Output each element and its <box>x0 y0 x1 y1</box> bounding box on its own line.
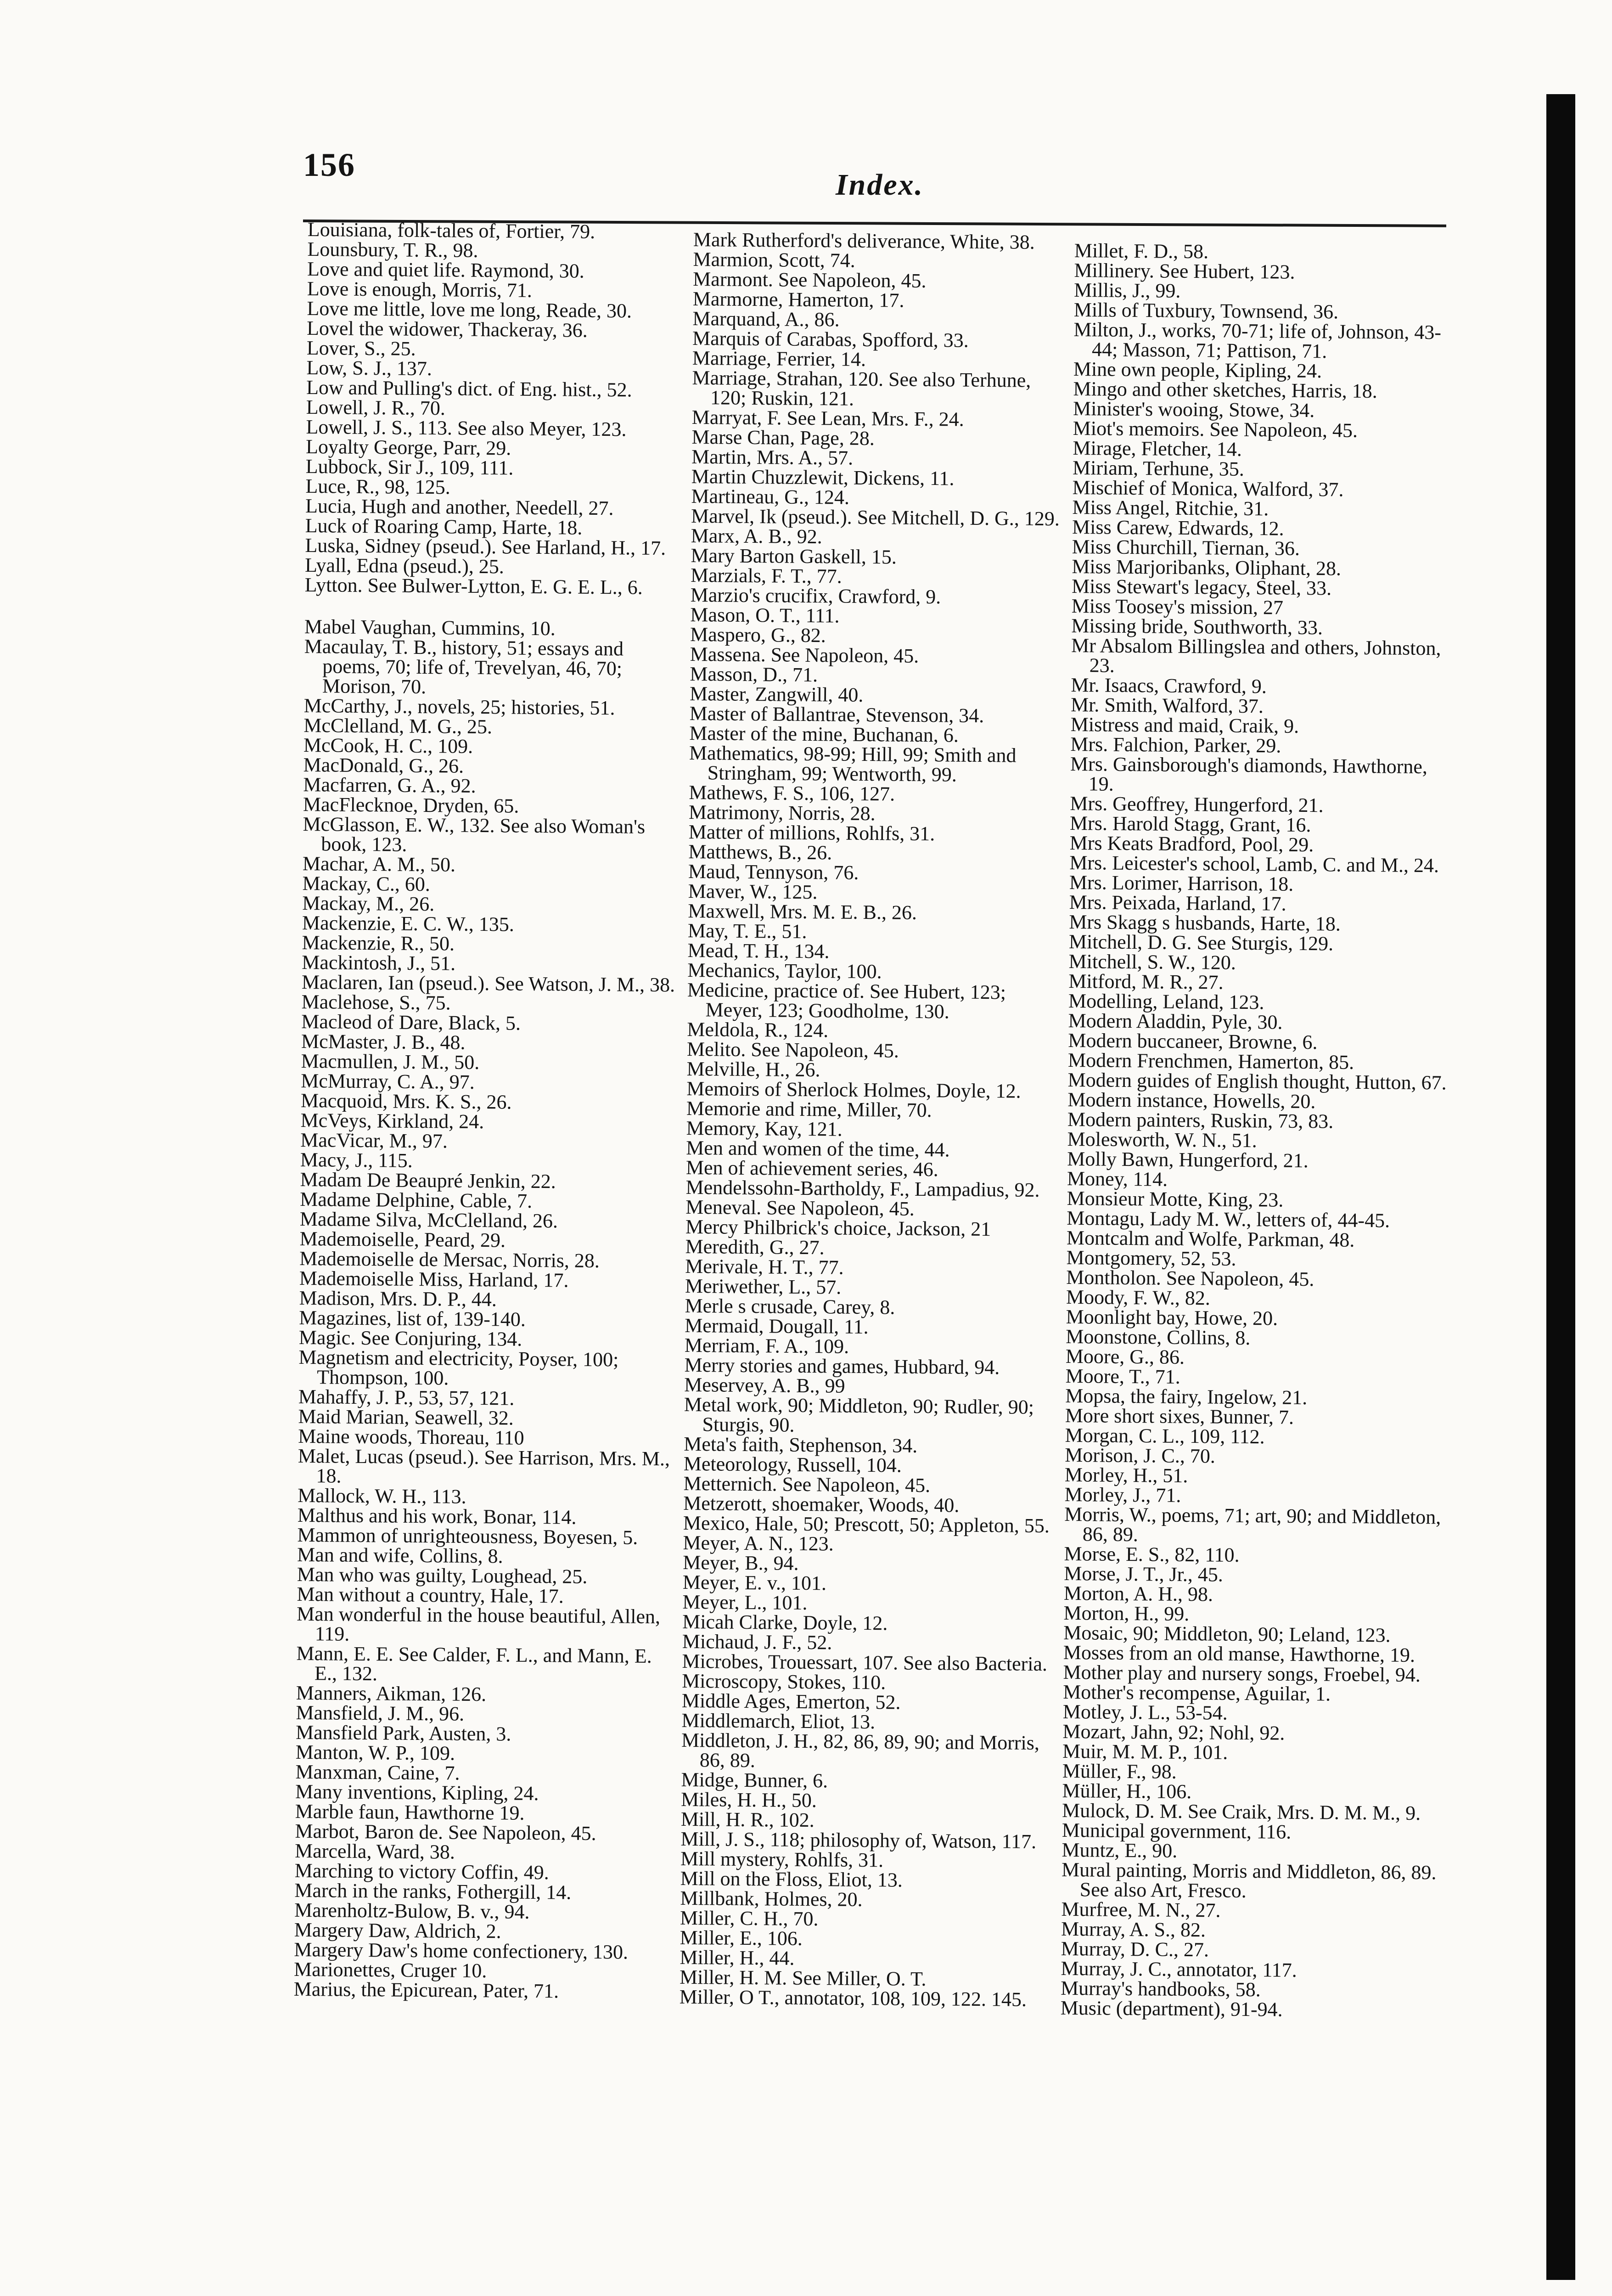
index-entry: Low and Pulling's dict. of Eng. hist., 52. <box>306 376 632 401</box>
index-entry: Lucia, Hugh and another, Needell, 27. <box>305 494 614 520</box>
index-entry: Morison, J. C., 70. <box>1065 1443 1216 1468</box>
index-entry: Marquand, A., 86. <box>692 307 840 331</box>
index-entry: Lovel the widower, Thackeray, 36. <box>306 316 588 342</box>
index-entry: Metzerott, shoemaker, Woods, 40. <box>683 1491 960 1517</box>
index-entry: Martin Chuzzlewit, Dickens, 11. <box>691 465 955 490</box>
index-entry: McMaster, J. B., 48. <box>301 1030 466 1054</box>
index-entry: Louisiana, folk-tales of, Fortier, 79. <box>307 218 595 243</box>
index-entry: Mary Barton Gaskell, 15. <box>691 544 897 568</box>
index-entry: Montgomery, 52, 53. <box>1066 1246 1236 1270</box>
index-entry: Missing bride, Southworth, 33. <box>1071 614 1323 639</box>
index-entry: Meyer, A. N., 123. <box>683 1531 834 1555</box>
index-entry: Maine woods, Thoreau, 110 <box>298 1424 524 1449</box>
index-entry: Men and women of the time, 44. <box>686 1136 950 1161</box>
index-entry: Love me little, love me long, Reade, 30. <box>307 297 632 322</box>
index-entry: Master, Zangwill, 40. <box>689 682 864 706</box>
index-entry: Mammon of unrighteousness, Boyesen, 5. <box>297 1523 638 1549</box>
index-entry: Lowell, J. R., 70. <box>306 395 446 420</box>
index-entry: Miles, H. H., 50. <box>680 1788 817 1812</box>
index-entry: Man who was guilty, Loughead, 25. <box>297 1563 588 1588</box>
index-entry: Miller, C. H., 70. <box>680 1906 819 1930</box>
index-entry: Mischief of Monica, Walford, 37. <box>1072 476 1344 501</box>
index-entry: Morris, W., poems, 71; art, 90; and Middleton, 86, 89. <box>1064 1503 1441 1546</box>
index-entry: Loyalty George, Parr, 29. <box>305 435 511 460</box>
index-entry: Mrs Skagg s husbands, Harte, 18. <box>1069 910 1341 935</box>
index-entry: Morton, H., 99. <box>1063 1601 1190 1626</box>
index-entry: Miss Marjoribanks, Oliphant, 28. <box>1072 555 1342 580</box>
index-entry: Minister's wooing, Stowe, 34. <box>1073 397 1315 422</box>
index-entry: March in the ranks, Fothergill, 14. <box>294 1879 572 1904</box>
index-entry: Mendelssohn-Bartholdy, F., Lampadius, 92. <box>685 1176 1040 1201</box>
index-entry: Mingo and other sketches, Harris, 18. <box>1073 377 1377 403</box>
index-entry: Mill, J. S., 118; philosophy of, Watson, 117. <box>680 1827 1037 1853</box>
index-entry: Michaud, J. F., 52. <box>682 1630 832 1654</box>
index-entry: Mackay, M., 26. <box>302 891 435 916</box>
index-entry: Lyall, Edna (pseud.), 25. <box>304 553 505 578</box>
index-entry: Marquis of Carabas, Spofford, 33. <box>692 326 969 352</box>
index-entry: Merle s crusade, Carey, 8. <box>685 1294 895 1319</box>
index-entry: Muntz, E., 90. <box>1062 1838 1178 1862</box>
index-entry: Mozart, Jahn, 92; Nohl, 92. <box>1062 1720 1285 1745</box>
index-entry: Mademoiselle de Mersac, Norris, 28. <box>299 1247 600 1272</box>
index-entry: Madison, Mrs. D. P., 44. <box>299 1286 497 1311</box>
index-entry: Maver, W., 125. <box>688 879 818 904</box>
index-entry: Miss Churchill, Tiernan, 36. <box>1072 535 1300 560</box>
index-entry: Millet, F. D., 58. <box>1074 239 1209 263</box>
index-entry: Macmullen, J. M., 50. <box>301 1049 480 1074</box>
index-entry: Mermaid, Dougall, 11. <box>685 1314 869 1339</box>
index-entry: Love and quiet life. Raymond, 30. <box>307 257 584 282</box>
index-entry: Murfree, M. N., 27. <box>1061 1897 1221 1922</box>
index-entry: Martineau, G., 124. <box>691 484 850 509</box>
index-entry: Miss Angel, Ritchie, 31. <box>1072 495 1269 520</box>
index-entry: Modern painters, Ruskin, 73, 83. <box>1067 1108 1334 1133</box>
index-entry: Lytton. See Bulwer-Lytton, E. G. E. L., 6. <box>304 573 643 599</box>
index-entry: More short sixes, Bunner, 7. <box>1065 1404 1294 1429</box>
index-entry: Metternich. See Napoleon, 45. <box>683 1472 931 1497</box>
index-entry: Moore, T., 71. <box>1065 1364 1180 1388</box>
index-entry: Modern buccaneer, Browne, 6. <box>1068 1029 1318 1054</box>
index-entry: Luce, R., 98, 125. <box>305 474 450 499</box>
index-entry: MacFlecknoe, Dryden, 65. <box>303 793 519 817</box>
index-entry: Mrs. Leicester's school, Lamb, C. and M., 24. <box>1069 851 1439 877</box>
index-entry: Maxwell, Mrs. M. E. B., 26. <box>688 899 917 924</box>
index-entry: Morse, E. S., 82, 110. <box>1064 1542 1240 1566</box>
index-entry: Mother's recompense, Aguilar, 1. <box>1062 1680 1331 1705</box>
page-number: 156 <box>303 146 355 183</box>
index-entry: Metal work, 90; Middleton, 90; Rudler, 90; Sturgis, 90. <box>684 1393 1034 1436</box>
index-entry: MacDonald, G., 26. <box>303 753 464 777</box>
index-entry: Midge, Bunner, 6. <box>681 1768 828 1792</box>
index-entry: Müller, H., 106. <box>1062 1779 1192 1803</box>
index-entry: Love is enough, Morris, 71. <box>307 277 533 302</box>
index-entry: Lounsbury, T. R., 98. <box>307 237 478 262</box>
index-entry: Murray, D. C., 27. <box>1061 1937 1209 1961</box>
index-entry: Mechanics, Taylor, 100. <box>687 958 882 983</box>
index-entry: McVeys, Kirkland, 24. <box>300 1109 484 1133</box>
index-column-3 <box>1061 241 1455 2020</box>
index-entry: Middlemarch, Eliot, 13. <box>681 1709 876 1733</box>
index-entry: Mitford, M. R., 27. <box>1068 969 1224 994</box>
index-entry: Meservey, A. B., 99 <box>684 1373 845 1397</box>
index-entry: Miss Carew, Edwards, 12. <box>1072 515 1284 540</box>
index-entry: Madame Delphine, Cable, 7. <box>300 1187 533 1212</box>
index-entry: Modern Aladdin, Pyle, 30. <box>1068 1009 1283 1034</box>
index-entry: Miot's memoirs. See Napoleon, 45. <box>1073 416 1358 442</box>
index-entry: Marmion, Scott, 74. <box>693 248 855 272</box>
index-entry: Memorie and rime, Miller, 70. <box>686 1097 932 1122</box>
index-entry: Macquoid, Mrs. K. S., 26. <box>300 1089 512 1114</box>
index-entry: Mansfield Park, Austen, 3. <box>295 1721 511 1745</box>
index-entry: Müller, F., 98. <box>1062 1759 1177 1783</box>
index-entry: Mitchell, D. G. See Sturgis, 129. <box>1068 930 1334 955</box>
index-entry: Mural painting, Morris and Middleton, 86, 89. See also Art, Fresco. <box>1061 1858 1437 1902</box>
index-entry: Macfarren, G. A., 92. <box>303 773 476 797</box>
index-entry: Maud, Tennyson, 76. <box>688 860 859 884</box>
index-entry: Murray's handbooks, 58. <box>1060 1976 1261 2001</box>
index-entry: Millis, J., 99. <box>1073 278 1181 302</box>
index-entry: Malthus and his work, Bonar, 114. <box>297 1503 577 1529</box>
index-entry: Margery Daw, Aldrich, 2. <box>294 1918 501 1943</box>
index-entry: Masson, D., 71. <box>690 662 818 687</box>
index-entry: Miss Stewart's legacy, Steel, 33. <box>1071 574 1332 600</box>
index-entry: Mother play and nursery songs, Froebel, 94. <box>1063 1660 1421 1687</box>
index-entry: Mark Rutherford's deliverance, White, 38. <box>693 228 1035 253</box>
index-entry: Mansfield, J. M., 96. <box>296 1701 465 1725</box>
index-entry: Microscopy, Stokes, 110. <box>681 1669 886 1694</box>
index-entry: Marryat, F. See Lean, Mrs. F., 24. <box>691 405 964 431</box>
index-entry: Marching to victory Coffin, 49. <box>294 1859 549 1884</box>
index-entry: Meteorology, Russell, 104. <box>683 1452 902 1477</box>
index-entry: Mackenzie, R., 50. <box>302 931 455 955</box>
index-entry: Morgan, C. L., 109, 112. <box>1065 1424 1265 1448</box>
index-entry: Macaulay, T. B., history, 51; essays and poems, 70; life of, Trevelyan, 46, 70; Morison, 70. <box>304 635 624 698</box>
index-entry: Many inventions, Kipling, 24. <box>295 1780 539 1805</box>
index-entry: Montcalm and Wolfe, Parkman, 48. <box>1066 1226 1355 1251</box>
index-entry: Modern Frenchmen, Hamerton, 85. <box>1067 1048 1354 1074</box>
index-entry: Morse, J. T., Jr., 45. <box>1064 1562 1224 1586</box>
index-entry: Miller, E., 106. <box>680 1926 803 1950</box>
index-entry: Mrs. Geoffrey, Hungerford, 21. <box>1070 792 1324 817</box>
index-entry: Mann, E. E. See Calder, F. L., and Mann, E. E., 132. <box>296 1642 652 1685</box>
index-entry: Melville, H., 26. <box>686 1057 820 1081</box>
index-column-1 <box>294 219 684 2002</box>
index-entry: Marriage, Ferrier, 14. <box>692 346 866 371</box>
index-entry: McCarthy, J., novels, 25; histories, 51. <box>303 694 615 720</box>
index-entry: Mrs. Gainsborough's diamonds, Hawthorne, 19. <box>1070 752 1428 795</box>
index-entry: Moody, F. W., 82. <box>1066 1285 1211 1310</box>
index-entry: McGlasson, E. W., 132. See also Woman's book, 123. <box>303 812 646 856</box>
index-entry: Mulock, D. M. See Craik, Mrs. D. M. M., 9. <box>1062 1799 1421 1825</box>
index-entry: Monsieur Motte, King, 23. <box>1067 1187 1284 1211</box>
index-entry: Machar, A. M., 50. <box>302 852 456 876</box>
index-entry: Mosaic, 90; Middleton, 90; Leland, 123. <box>1063 1621 1391 1647</box>
index-entry: Master of the mine, Buchanan, 6. <box>689 721 959 747</box>
index-entry: Muir, M. M. P., 101. <box>1062 1739 1228 1764</box>
index-entry: Mirage, Fletcher, 14. <box>1073 436 1242 461</box>
index-entry: Manners, Aikman, 126. <box>296 1681 487 1706</box>
index-entry: Magic. See Conjuring, 134. <box>298 1326 522 1351</box>
index-entry: Mason, O. T., 111. <box>690 603 840 627</box>
index-entry: Macleod of Dare, Black, 5. <box>301 1010 521 1035</box>
index-entry: McMurray, C. A., 97. <box>301 1069 475 1093</box>
index-entry: Marble faun, Hawthorne 19. <box>295 1800 525 1824</box>
index-entry: Modern guides of English thought, Hutton, 67. <box>1067 1068 1447 1094</box>
index-entry: Man wonderful in the house beautiful, Allen, 119. <box>296 1602 661 1645</box>
index-entry: Mademoiselle, Peard, 29. <box>299 1227 506 1252</box>
index-entry: Lubbock, Sir J., 109, 111. <box>305 455 514 479</box>
index-entry: Mrs. Peixada, Harland, 17. <box>1069 890 1286 915</box>
index-entry: Mosses from an old manse, Hawthorne, 19. <box>1063 1641 1415 1666</box>
index-entry: Mrs. Falchion, Parker, 29. <box>1070 732 1281 757</box>
index-entry: Molly Bawn, Hungerford, 21. <box>1067 1147 1309 1172</box>
index-entry: Miller, O T., annotator, 108, 109, 122. 145. <box>679 1985 1027 2011</box>
index-entry: Moonstone, Collins, 8. <box>1066 1325 1251 1350</box>
index-entry: Mr. Smith, Walford, 37. <box>1070 693 1264 718</box>
index-entry: Mackenzie, E. C. W., 135. <box>302 911 515 936</box>
index-entry: Magazines, list of, 139-140. <box>299 1306 526 1331</box>
index-entry: Marriage, Strahan, 120. See also Terhune, 120; Ruskin, 121. <box>692 366 1031 410</box>
index-entry: Meyer, E. v., 101. <box>682 1570 827 1595</box>
index-entry: Motley, J. L., 53-54. <box>1062 1700 1228 1724</box>
index-entry: Matrimony, Norris, 28. <box>688 800 876 825</box>
index-entry: Merry stories and games, Hubbard, 94. <box>684 1353 1000 1379</box>
index-entry: Meta's faith, Stephenson, 34. <box>684 1432 918 1457</box>
index-entry: Middleton, J. H., 82, 86, 89, 90; and Morris, 86, 89. <box>681 1728 1040 1772</box>
index-entry: Macy, J., 115. <box>300 1148 413 1172</box>
index-entry: Malet, Lucas (pseud.). See Harrison, Mrs. M., 18. <box>298 1444 670 1487</box>
index-entry: Maid Marian, Seawell, 32. <box>298 1405 514 1429</box>
index-entry: Millbank, Holmes, 20. <box>680 1886 863 1911</box>
index-entry: Miller, H. M. See Miller, O. T. <box>679 1965 927 1991</box>
index-entry: Mine own people, Kipling, 24. <box>1073 357 1322 383</box>
index-entry: Mallock, W. H., 113. <box>297 1484 466 1508</box>
index-entry: Madame Silva, McClelland, 26. <box>299 1207 558 1232</box>
index-entry: Montagu, Lady M. W., letters of, 44-45. <box>1067 1206 1390 1232</box>
index-entry: Man without a country, Hale, 17. <box>297 1582 564 1608</box>
index-entry: Miriam, Terhune, 35. <box>1072 456 1245 480</box>
index-entry: Murray, J. C., annotator, 117. <box>1061 1957 1297 1981</box>
index-entry: Municipal government, 116. <box>1062 1818 1292 1843</box>
index-entry: Mabel Vaughan, Cummins, 10. <box>304 615 556 640</box>
index-entry: Morley, H., 51. <box>1064 1463 1188 1487</box>
index-entry: Mademoiselle Miss, Harland, 17. <box>299 1266 569 1292</box>
index-entry: Mahaffy, J. P., 53, 57, 121. <box>298 1385 515 1410</box>
index-entry: Mexico, Hale, 50; Prescott, 50; Appleton, 55. <box>683 1511 1050 1537</box>
index-entry: Mercy Philbrick's choice, Jackson, 21 <box>685 1215 991 1241</box>
index-entry: McCook, H. C., 109. <box>303 733 473 758</box>
index-entry: Miller, H., 44. <box>680 1946 795 1970</box>
index-entry: Meredith, G., 27. <box>685 1235 825 1259</box>
index-entry: Morley, J., 71. <box>1064 1483 1181 1507</box>
index-entry: Music (department), 91-94. <box>1060 1996 1283 2021</box>
index-entry: Mopsa, the fairy, Ingelow, 21. <box>1065 1384 1308 1409</box>
index-entry: Memory, Kay, 121. <box>686 1116 843 1141</box>
index-entry: Money, 114. <box>1067 1167 1168 1191</box>
index-entry: Mill mystery, Rohlfs, 31. <box>680 1847 884 1872</box>
index-entry: Margery Daw's home confectionery, 130. <box>294 1938 629 1964</box>
index-entry: Mill, H. R., 102. <box>680 1807 814 1832</box>
index-entry: Milton, J., works, 70-71; life of, Johnson, 43-44; Masson, 71; Pattison, 71. <box>1073 318 1442 363</box>
index-entry: Marzials, F. T., 77. <box>690 563 842 588</box>
index-entry: Mathews, F. S., 106, 127. <box>689 781 895 805</box>
index-entry: Meldola, R., 124. <box>687 1018 829 1042</box>
index-entry: Magnetism and electricity, Poyser, 100; Thompson, 100. <box>298 1345 619 1390</box>
running-head: Index. <box>836 168 924 202</box>
index-entry: Marcella, Ward, 38. <box>294 1839 455 1863</box>
index-entry: Meriwether, L., 57. <box>685 1274 842 1299</box>
index-entry: Marvel, Ik (pseud.). See Mitchell, D. G., 129. <box>691 504 1060 530</box>
index-entry: Mr Absalom Billingslea and others, Johnston, 23. <box>1071 634 1441 677</box>
index-entry: Meyer, L., 101. <box>682 1590 808 1615</box>
index-entry: Mill on the Floss, Eliot, 13. <box>680 1867 903 1891</box>
index-entry: Lover, S., 25. <box>306 336 416 360</box>
index-entry: Mr. Isaacs, Crawford, 9. <box>1071 673 1267 698</box>
index-entry: Manton, W. P., 109. <box>295 1740 455 1765</box>
index-entry: Merivale, H. T., 77. <box>685 1255 844 1279</box>
index-entry: Middle Ages, Emerton, 52. <box>681 1689 901 1714</box>
index-entry: Matter of millions, Rohlfs, 31. <box>688 820 935 845</box>
index-entry: Mackay, C., 60. <box>302 872 431 896</box>
index-entry: Mitchell, S. W., 120. <box>1068 950 1236 974</box>
index-entry: Mrs. Lorimer, Harrison, 18. <box>1069 871 1294 895</box>
index-entry: Moonlight bay, Howe, 20. <box>1066 1305 1278 1330</box>
index-entry: Millinery. See Hubert, 123. <box>1074 259 1295 283</box>
index-entry: Master of Ballantrae, Stevenson, 34. <box>689 702 984 727</box>
index-entry: Marx, A. B., 92. <box>691 524 822 548</box>
index-entry: Madam De Beaupré Jenkin, 22. <box>300 1168 556 1193</box>
index-entry: Moore, G., 86. <box>1065 1345 1185 1368</box>
index-column-2 <box>680 230 1070 2009</box>
index-entry: Modelling, Leland, 123. <box>1068 989 1264 1014</box>
index-entry: Marmont. See Napoleon, 45. <box>692 267 927 292</box>
index-entry: Lowell, J. S., 113. See also Meyer, 123. <box>306 415 627 441</box>
index-entry: Maspero, G., 82. <box>690 623 826 647</box>
index-entry: Luck of Roaring Camp, Harte, 18. <box>305 514 583 539</box>
index-entry: Modern instance, Howells, 20. <box>1067 1088 1316 1113</box>
index-entry: Mills of Tuxbury, Townsend, 36. <box>1073 298 1339 323</box>
index-entry: Mackintosh, J., 51. <box>302 951 456 975</box>
index-entry: Murray, A. S., 82. <box>1061 1917 1206 1941</box>
index-entry: Merriam, F. A., 109. <box>684 1334 849 1358</box>
index-entry: Men of achievement series, 46. <box>685 1156 938 1181</box>
index-entry: Mead, T. H., 134. <box>687 939 830 963</box>
index-entry: Meneval. See Napoleon, 45. <box>685 1195 915 1220</box>
index-entry: Montholon. See Napoleon, 45. <box>1066 1266 1314 1291</box>
index-entry: Martin, Mrs. A., 57. <box>691 445 854 469</box>
index-entry: Maclehose, S., 75. <box>301 990 451 1014</box>
index-entry: Marius, the Epicurean, Pater, 71. <box>293 1977 559 2003</box>
index-entry: Medicine, practice of. See Hubert, 123; Meyer, 123; Goodholme, 130. <box>687 978 1006 1023</box>
index-entry: Morton, A. H., 98. <box>1063 1581 1213 1606</box>
index-entry: Marzio's crucifix, Crawford, 9. <box>690 583 941 608</box>
index-entry: Melito. See Napoleon, 45. <box>686 1037 899 1062</box>
index-entry: Mistress and maid, Craik, 9. <box>1070 713 1299 737</box>
index-entry: Matthews, B., 26. <box>688 840 832 864</box>
index-entry: Marionettes, Cruger 10. <box>293 1958 487 1982</box>
index-entry: Low, S. J., 137. <box>306 356 432 380</box>
index-entry: Memoirs of Sherlock Holmes, Doyle, 12. <box>686 1077 1021 1103</box>
index-entry: Mrs. Harold Stagg, Grant, 16. <box>1069 811 1311 837</box>
index-entry: Microbes, Trouessart, 107. See also Bacteria. <box>682 1649 1048 1676</box>
index-entry: Molesworth, W. N., 51. <box>1067 1127 1257 1152</box>
index-entry: Manxman, Caine, 7. <box>295 1760 460 1784</box>
index-entry: Luska, Sidney (pseud.). See Harland, H., 17. <box>305 534 666 560</box>
index-entry: May, T. E., 51. <box>687 919 807 943</box>
index-entry: Maclaren, Ian (pseud.). See Watson, J. M., 38. <box>301 970 675 996</box>
index-entry: Mathematics, 98-99; Hill, 99; Smith and Stringham, 99; Wentworth, 99. <box>689 741 1017 786</box>
index-entry: Marbot, Baron de. See Napoleon, 45. <box>295 1819 596 1845</box>
page-edge-shadow <box>1546 94 1575 2280</box>
index-entry: MacVicar, M., 97. <box>300 1128 448 1153</box>
index-entry: Marse Chan, Page, 28. <box>691 425 875 450</box>
index-entry: Micah Clarke, Doyle, 12. <box>682 1610 888 1635</box>
index-entry: McClelland, M. G., 25. <box>303 714 493 738</box>
index-entry: Meyer, B., 94. <box>683 1551 799 1575</box>
index-entry: Massena. See Napoleon, 45. <box>690 642 919 667</box>
index-entry: Mrs Keats Bradford, Pool, 29. <box>1069 831 1314 856</box>
index-entry: Miss Toosey's mission, 27 <box>1071 594 1284 619</box>
index-entry: Marenholtz-Bulow, B. v., 94. <box>294 1898 530 1923</box>
index-entry: Man and wife, Collins, 8. <box>297 1543 503 1568</box>
index-entry: Marmorne, Hamerton, 17. <box>692 287 904 312</box>
